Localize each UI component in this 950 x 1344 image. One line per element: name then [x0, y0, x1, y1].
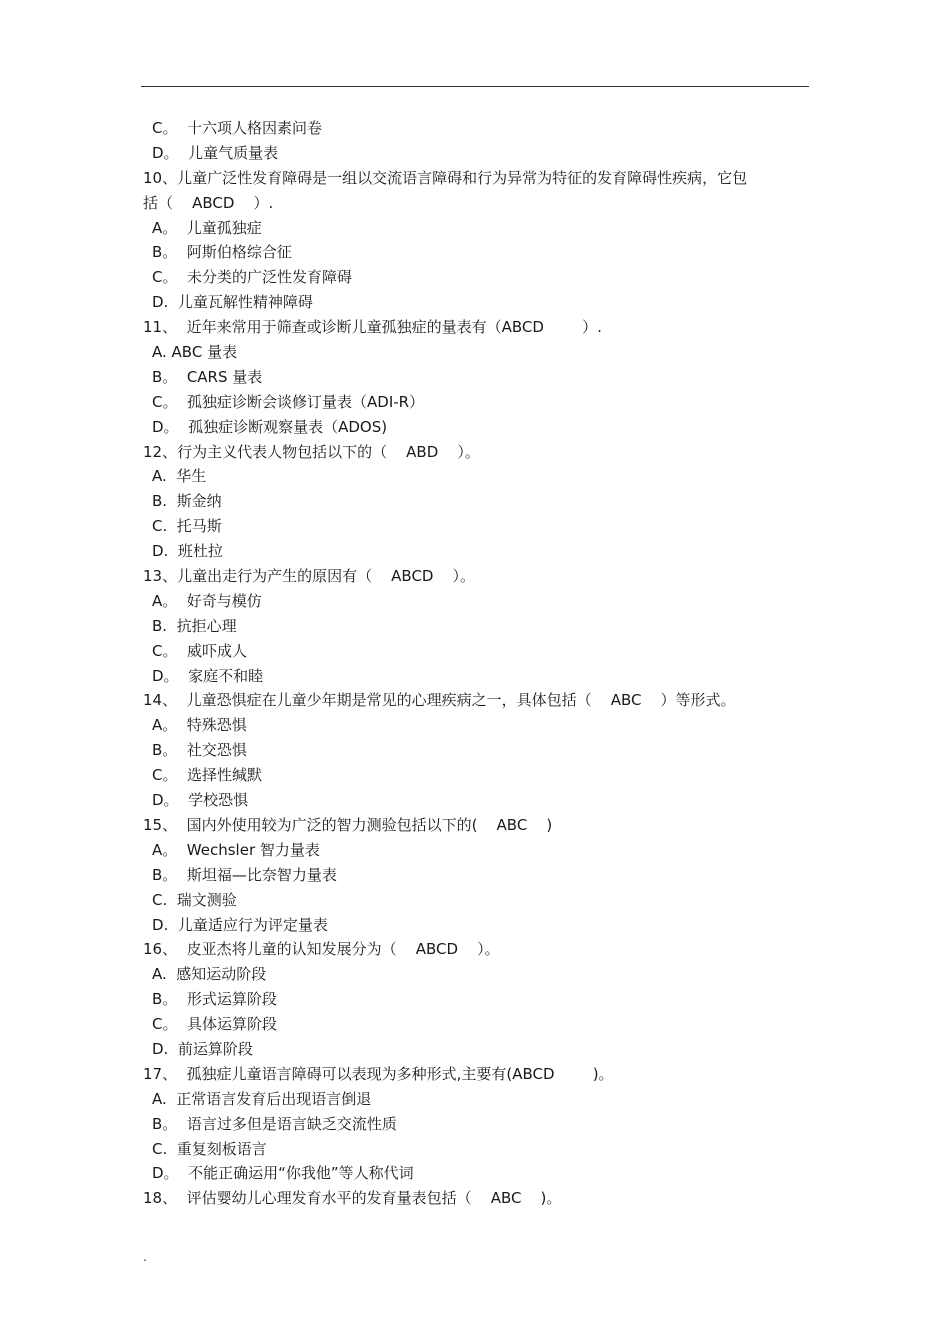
answer-option: D. 前运算阶段 — [152, 1039, 253, 1058]
answer-option: D。 学校恐惧 — [152, 791, 249, 810]
answer-option: A。 Wechsler 智力量表 — [152, 840, 320, 859]
answer-option: A。 特殊恐惧 — [152, 716, 247, 735]
answer-option: D. 儿童适应行为评定量表 — [152, 915, 328, 934]
answer-option: A。 好奇与模仿 — [152, 591, 262, 610]
exam-content — [143, 116, 823, 1211]
question-text: 10、儿童广泛性发育障碍是一组以交流语言障碍和行为异常为特征的发育障碍性疾病，它包 — [143, 168, 748, 187]
header-rule — [141, 86, 809, 87]
answer-option: C. 托马斯 — [152, 517, 222, 536]
answer-option: D. 班杜拉 — [152, 542, 223, 561]
answer-option: C。 具体运算阶段 — [152, 1015, 278, 1034]
footer-mark: . — [143, 1250, 147, 1264]
answer-option: A. 正常语言发育后出现语言倒退 — [152, 1089, 372, 1108]
answer-option: B。 形式运算阶段 — [152, 990, 277, 1009]
answer-option: A. 感知运动阶段 — [152, 965, 267, 984]
answer-option: C。 威吓成人 — [152, 641, 248, 660]
answer-option: B。 社交恐惧 — [152, 741, 247, 760]
answer-option: C。 十六项人格因素问卷 — [152, 119, 323, 137]
question-text: 17、 孤独症儿童语言障碍可以表现为多种形式,主要有(ABCD )。 — [143, 1064, 614, 1083]
answer-option: B。 CARS 量表 — [152, 367, 263, 386]
answer-option: C. 重复刻板语言 — [152, 1139, 267, 1158]
answer-option: D。 家庭不和睦 — [152, 666, 264, 685]
question-text: 13、儿童出走行为产生的原因有（ ABCD ）。 — [143, 567, 476, 586]
answer-option: B. 抗拒心理 — [152, 616, 237, 635]
answer-option: A. ABC 量表 — [152, 343, 238, 362]
answer-option: B. 斯金纳 — [152, 492, 222, 511]
question-text: 16、 皮亚杰将儿童的认知发展分为（ ABCD ）。 — [143, 940, 500, 959]
question-text: 15、 国内外使用较为广泛的智力测验包括以下的( ABC ) — [143, 815, 553, 834]
answer-option: C。 未分类的广泛性发育障碍 — [152, 268, 353, 287]
answer-option: A。 儿童孤独症 — [152, 218, 262, 237]
answer-option: B。 语言过多但是语言缺乏交流性质 — [152, 1114, 397, 1133]
answer-option: D。 儿童气质量表 — [152, 143, 279, 162]
question-text: 18、 评估婴幼儿心理发育水平的发育量表包括（ ABC )。 — [143, 1189, 562, 1208]
question-text: 11、 近年来常用于筛查或诊断儿童孤独症的量表有（ABCD ）. — [143, 318, 602, 337]
answer-option: D。 孤独症诊断观察量表（ADOS) — [152, 417, 388, 436]
question-text: 14、 儿童恐惧症在儿童少年期是常见的心理疾病之一，具体包括（ ABC ）等形式。 — [143, 691, 736, 710]
answer-option: B。 阿斯伯格综合征 — [152, 243, 292, 262]
answer-option: C。 孤独症诊断会谈修订量表（ADI-R） — [152, 392, 425, 411]
answer-option: C. 瑞文测验 — [152, 890, 237, 909]
answer-option: D。 不能正确运用“你我他”等人称代词 — [152, 1164, 414, 1183]
answer-option: C。 选择性缄默 — [152, 766, 263, 785]
question-text: 12、行为主义代表人物包括以下的（ ABD ）。 — [143, 442, 480, 461]
answer-option: D. 儿童瓦解性精神障碍 — [152, 293, 313, 312]
question-text: 括（ ABCD ）. — [143, 193, 274, 212]
answer-option: A. 华生 — [152, 467, 207, 486]
answer-option: B。 斯坦福—比奈智力量表 — [152, 865, 337, 884]
